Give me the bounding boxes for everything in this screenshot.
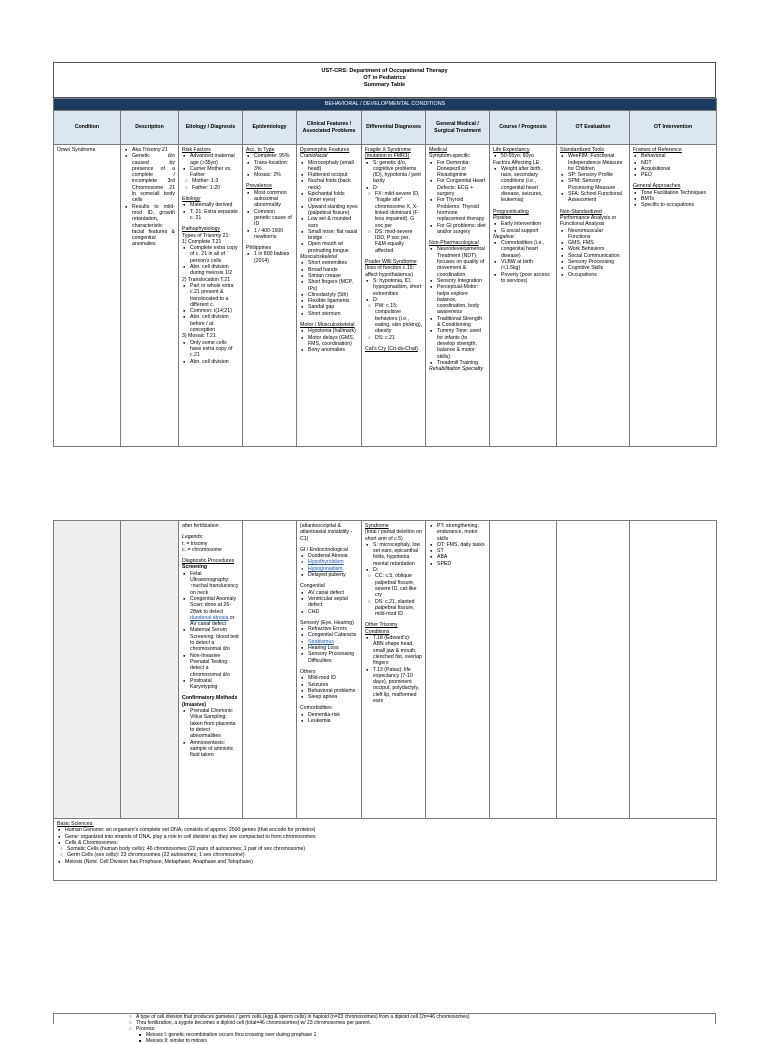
- list-item: ● Behavioral problems: [308, 688, 358, 694]
- list-item: ● Poverty (poor access to services): [501, 272, 553, 285]
- list-item: ○ PW: c.15; compulsive behaviors (i.e., eating, skin picking), obesity: [375, 303, 422, 334]
- list-item: ● D:: [373, 567, 422, 573]
- col-header-medical-treatment: General Medical / Surgical Treatment: [426, 111, 490, 145]
- cell-medical-continued: [426, 521, 490, 819]
- list-item: ● Occupations: [568, 272, 626, 278]
- list-item: ● GMS, FMS: [568, 240, 626, 246]
- list-item: ● Only some cells have extra copy of c.21: [190, 340, 239, 359]
- subheading: Motor / Musculoskeletal: [300, 322, 355, 329]
- subheading: Life Expectancy: [493, 147, 530, 153]
- cell-etiology-continued: [179, 521, 243, 819]
- subheading: Prevalence: [246, 183, 272, 190]
- list-item: ● Meiosis (Note: Cell Division has Prophase, Metaphase, Anaphase and Telophase): [65, 859, 713, 865]
- list-item: ○ Thru fertilization, a zygote becomes a diploid cell (total=46 chromosomes) w/ 23 chromosomes per parent.: [136, 1020, 715, 1026]
- list-item: ● Motor delays (GMS, FMS, coordination): [308, 335, 358, 348]
- list-item: ○ DS: c.21, slanted palpebral fissure, mild-mod ID: [375, 599, 422, 618]
- subheading: Non-Standardized: [560, 208, 602, 215]
- subheading: Congenital: [300, 583, 325, 590]
- text: t. = trisomy: [182, 540, 208, 547]
- list-item: ● Sensory Processing Difficulties: [308, 651, 358, 664]
- list-item: ○ Somatic Cells (human body cells): 46 chromosomes (22 pairs of autosomes; 1 pair of sex chromosome): [67, 846, 713, 852]
- list-item: ● VLBW at birth (<1.5kg): [501, 259, 553, 272]
- list-item: ● T.13 (Patau): life expectancy (7-10 days), prominent occiput, polydactyly, cleft lip, malformed ears: [373, 667, 422, 705]
- list-item: ● Abn. cell division: [190, 359, 239, 365]
- list-item: ● Common: t(14;21): [190, 308, 239, 314]
- page-3-continuation: [53, 1013, 716, 1044]
- list-item: ● Behavioral: [641, 153, 713, 159]
- cell-clinical-continued: [297, 521, 362, 819]
- cell-description: [121, 145, 179, 447]
- subheading: Non-Pharmacological: [429, 240, 479, 247]
- list-item: ● Upward slanting eyes (palpebral fissure): [308, 204, 358, 217]
- list-item: ● Results to mild-mod ID, growth retardation, characteristic facial features & congenital anomalies: [132, 204, 175, 248]
- cell-medical-treatment: [426, 145, 490, 447]
- list-item: ● Sleep apnea: [308, 694, 358, 700]
- subheading: General Approaches: [633, 183, 681, 190]
- list-item: ● Seizures: [308, 682, 358, 688]
- list-item: ● Flattened occiput: [308, 172, 358, 178]
- list-item: ● Prenatal Chorionic Villus Sampling: taken from placenta to detect abnormalities: [190, 708, 239, 739]
- list-item: ○ Germ Cells (sex cells): 23 chromosomes (22 autosomes; 1 sex chromosome): [67, 852, 713, 858]
- list-item: ● Comorbidities (i.e., congenital heart disease): [501, 240, 553, 259]
- list-item: ● Maternally derived: [190, 202, 239, 208]
- summary-table-part-2: [53, 520, 717, 881]
- subheading: Rehabilitation Specialty: [429, 366, 483, 373]
- text: Congenital Anomaly Scan: done at 26-28wk to detect: [190, 595, 237, 615]
- col-header-epidemiology: Epidemiology: [243, 111, 297, 145]
- list-item: ● Tone Facilitation Techniques: [641, 190, 713, 196]
- cell-clinical-features: [297, 145, 362, 447]
- document-title-block: [53, 62, 716, 98]
- list-item: ● Refractive Errors: [308, 626, 358, 632]
- subheading: Comorbidities: [300, 705, 332, 712]
- list-item: ● Short extremities: [308, 260, 358, 266]
- subheading: Medical: [429, 147, 447, 153]
- subheading: Screening: [182, 564, 208, 571]
- col-header-course-prognosis: Course / Prognosis: [490, 111, 557, 145]
- list-item: ● Early intervention: [501, 221, 553, 227]
- list-item: ● Most common autosomal abnormality: [254, 190, 293, 209]
- subheading: Fragile X Syndrome (mutation in FMR1): [365, 147, 411, 160]
- list-item: ● Advanced maternal age (>35yo): [190, 153, 239, 166]
- col-header-clinical-features: Clinical Features / Associated Problems: [297, 111, 362, 145]
- subheading: Philippines: [246, 245, 272, 252]
- subheading: Positive: [493, 214, 512, 221]
- list-item: ● 1 / 400-1500 newborns: [254, 228, 293, 241]
- list-item: ● 50-55yo; 60yo: [501, 153, 553, 159]
- list-item: ● G social support: [501, 228, 553, 234]
- list-item: ● Sensory Processing: [568, 259, 626, 265]
- list-item: ■ Meiosis I: genetic recombination occurs thru crossing over during prophase 1: [146, 1032, 715, 1038]
- list-item: ● Sensory Integration: [437, 278, 486, 284]
- list-item: ● 1 in 800 babies (2014): [254, 251, 293, 264]
- subheading: Frames of Reference: [633, 147, 682, 153]
- list-item: ● CHD: [308, 609, 358, 615]
- list-item: ● Genetic d/o caused by presence of a complete / incomplete 3rd Chromosome 21 in some/all body cells: [132, 153, 175, 203]
- subheading: Craniofacial: [300, 153, 328, 160]
- list-item: ● Delayed puberty: [308, 572, 358, 578]
- column-header-row: [54, 111, 717, 145]
- summary-table-part-1: [53, 98, 717, 447]
- list-item: ● WeeFIM: Functional Independence Measure for Children: [568, 153, 626, 172]
- table-row-down-syndrome: [54, 145, 717, 447]
- subheading: Cat's Cry (Cri-du-Chat): [365, 345, 418, 352]
- list-item: ● Gene: organized into strands of DNA, play a role in cell division as they are compacted to form chromosomes: [65, 834, 713, 840]
- strabismus-link[interactable]: ● Strabismus: [308, 639, 358, 645]
- cell-condition-empty: [54, 521, 121, 819]
- list-item: ○ Father: 1:20: [192, 185, 239, 191]
- text: or AV canal defect: [190, 614, 235, 628]
- list-item: ● SFA: School Functional Assessment: [568, 191, 626, 204]
- list-item: ● Mosaic: 2%: [254, 172, 293, 178]
- list-item: ● Short fingers (MCP, IPs): [308, 279, 358, 292]
- duodenal-atresia-link[interactable]: duodenal atresia: [190, 614, 229, 621]
- list-item: ● Non-Invasive Prenatal Testing: detect a chromosomal d/o: [190, 653, 239, 678]
- list-item: ● Clinodactyly (5th): [308, 292, 358, 298]
- list-item: ● Acquisitional: [641, 166, 713, 172]
- list-item: ● NDT: [641, 160, 713, 166]
- subheading: GI / Endocrinological: [300, 546, 348, 553]
- col-header-etiology: Etiology / Diagnosis: [179, 111, 243, 145]
- list-item: ○ DS: c.21: [375, 335, 422, 341]
- list-item: ● SP: Sensory Profile: [568, 172, 626, 178]
- list-item: [190, 596, 239, 627]
- text: Performance Analysis or Functional Analysis: [560, 214, 617, 228]
- list-item: ● Tummy Time: used for infants (to develop strength, balance & motor skills): [437, 328, 486, 359]
- text: 3) Mosaic T.21: [182, 333, 216, 340]
- cell-intervention-empty: [630, 521, 717, 819]
- col-header-condition: Condition: [54, 111, 121, 145]
- list-item: ● ABA: [437, 554, 486, 560]
- cell-etiology: [179, 145, 243, 447]
- list-item: ● D:: [373, 185, 422, 191]
- list-item: ● Duodenal Atresia: [308, 553, 358, 559]
- text: Symptom-specific: [429, 153, 470, 160]
- course-title: OT in Pediatrics: [363, 75, 406, 81]
- subheading: Dysmorphic Features: [300, 147, 350, 153]
- col-header-ot-intervention: OT Intervention: [630, 111, 717, 145]
- summary-title: Summary Table: [363, 82, 406, 88]
- cell-ot-evaluation: [557, 145, 630, 447]
- subheading: Etiology: [182, 196, 201, 203]
- subheading: Sensory (Eye, Hearing): [300, 619, 354, 626]
- list-item: ● Amniocentesis: sample of amniotic fluid taken: [190, 740, 239, 759]
- list-item: ● Leukemia: [308, 718, 358, 724]
- list-item: ● AV canal defect: [308, 590, 358, 596]
- list-item: ● Human Genome: an organism's complete set DNA, consists of approx. 2500 genes (that encode for proteins): [65, 827, 713, 833]
- list-item: ● SPM: Sensory Processing Measure: [568, 178, 626, 191]
- list-item: ● For Thyroid Problems: Thyroid hormone replacement therapy: [437, 197, 486, 222]
- list-item: ● Short sternum: [308, 311, 358, 317]
- subheading: Acc. to Type: [246, 147, 275, 153]
- cell-epidemiology: [243, 145, 297, 447]
- list-item: ● For GI problems: diet and/or surgery: [437, 223, 486, 236]
- list-item: ● T. 21: Extra separate c. 21: [190, 209, 239, 222]
- list-item: ● For Dementia: Donepezil or Rivastigmine: [437, 160, 486, 179]
- subheading: Prognosticating: [493, 208, 529, 215]
- list-item: ● Congenital Cataracts: [308, 632, 358, 638]
- list-item: ● Treadmill Training: [437, 360, 486, 366]
- text: (atlantooccipital & atlantoaxial instability - C1): [300, 523, 353, 542]
- cell-course-prognosis: [490, 145, 557, 447]
- cell-description-empty: [121, 521, 179, 819]
- list-item: ● Work Behaviors: [568, 246, 626, 252]
- text: Factors Affecting LE:: [493, 159, 541, 166]
- basic-sciences-cell: [54, 819, 717, 881]
- list-item: ● Epichantal folds (inner eyes): [308, 191, 358, 204]
- text: 2) Translocation T.21: [182, 276, 231, 283]
- subheading: Other Trisomy Conditions: [365, 622, 398, 635]
- col-header-differential: Differential Diagnoses: [362, 111, 426, 145]
- subheading: Confirmatory Methods (Invasive): [182, 695, 238, 708]
- list-item: ● S: genetic d/o, cognitive problems (ID), hypotonia / joint laxity: [373, 160, 422, 185]
- list-item: ● Complete: 95%: [254, 153, 293, 159]
- list-item: ● Sandal gap: [308, 304, 358, 310]
- cell-differential-continued: [362, 521, 426, 819]
- list-item: ● Microcephaly (small head): [308, 160, 358, 173]
- subheading: Others: [300, 668, 316, 675]
- col-header-ot-evaluation: OT Evaluation: [557, 111, 630, 145]
- cell-condition: Down Syndrome: [54, 145, 121, 447]
- list-item: ● Flexible ligaments: [308, 298, 358, 304]
- list-item: ● SPED: [437, 561, 486, 567]
- col-header-description: Description: [121, 111, 179, 145]
- subheading: Syndrome: [365, 523, 389, 529]
- list-item: ● PEO: [641, 172, 713, 178]
- subheading: Diagnostic Procedures: [182, 558, 235, 565]
- list-item: ● Low set & rounded ears: [308, 216, 358, 229]
- list-item: ○ FX: mild-severe ID, "fragile site" chromosome X, X-linked dominant (F less impaired), G soc per: [375, 191, 422, 229]
- basic-sciences-row: [54, 819, 717, 881]
- table-row-continued: [54, 521, 717, 819]
- list-item: ● Neuromuscular Functions: [568, 228, 626, 241]
- list-item: ● Mild-mod ID: [308, 675, 358, 681]
- list-item: ● Small nose; flat nasal bridge: [308, 229, 358, 242]
- list-item: ● Social Communication: [568, 253, 626, 259]
- list-item: ● Aka Trisomy 21: [132, 147, 175, 153]
- hypothyroidism-link[interactable]: ● Hypothyroidism: [308, 559, 358, 565]
- text: c. = chromosome: [182, 546, 222, 553]
- list-item: ● S: hypotonia, ID, hypogonadism, short extremities: [373, 278, 422, 297]
- list-item: ● Abn. cell division during meiosis 1/2: [190, 264, 239, 277]
- subheading: Risk Factors: [182, 147, 211, 153]
- list-item: ○ A type of cell division that produces gametes / germ cells (egg & sperm cells) in haploid (n=23 chromosomes) from a diploid cell (2n=46 chromosomes): [136, 1014, 715, 1020]
- list-item: ● BMTs: [641, 196, 713, 202]
- list-item: ● Part or whole extra c.21 present & translocated to a different c.: [190, 283, 239, 308]
- list-item: ● Nuchal folds (back neck): [308, 178, 358, 191]
- list-item: ● Trans-location: 3%: [254, 160, 293, 173]
- list-item: ● Carrier Mother vs. Father: [190, 166, 239, 179]
- list-item: ● Open mouth w/ protruding tongue: [308, 241, 358, 254]
- subheading: Legends:: [182, 534, 204, 541]
- list-item: ○ CC: c.5, oblique palpebral fissure, severe ID, cat-like cry: [375, 573, 422, 598]
- subheading: Standardized Tools: [560, 147, 605, 153]
- cell-course-empty: [490, 521, 557, 819]
- list-item: ● D:: [373, 297, 422, 303]
- list-item: ● Cognitive Skills: [568, 265, 626, 271]
- list-item: ● Fetal Ultrasonography: ↑nuchal translucency on neck: [190, 571, 239, 596]
- list-item: ● Hypotonia (hallmark): [308, 328, 358, 334]
- text: Types of Trisomy 21:: [182, 232, 230, 239]
- list-item: ○ DS: mod-severe IDD, P soc per, F&M equally affected: [375, 229, 422, 254]
- list-item: ● Postnatal Karyotyping: [190, 678, 239, 691]
- list-item: ● Simian crease: [308, 273, 358, 279]
- cell-evaluation-empty: [557, 521, 630, 819]
- hypogonadism-link[interactable]: ● Hypogonadism: [308, 566, 358, 572]
- text: (loss of function c.15; affect hypothalamus): [365, 265, 415, 278]
- list-item: ● Specific to occupations: [641, 202, 713, 208]
- section-banner: BEHAVIORAL / DEVELOPMENTAL CONDITIONS: [54, 99, 717, 111]
- list-item: ● Abn. cell division before / at conception: [190, 314, 239, 333]
- text: (total / partial deletion on short arm of c.5): [365, 529, 422, 542]
- list-item: ● For Congenital Heart Defects: ECG + surgery: [437, 178, 486, 197]
- cell-ot-intervention: [630, 145, 717, 447]
- list-item: ● T.18 (Edward's): ABN shape head, small jaw & mouth, clenched fist, overlap fingers: [373, 635, 422, 666]
- list-item: ● Common genetic cause of ID: [254, 209, 293, 228]
- list-item: ● Neurodevelopmental Treatment (NDT): focuses on quality of movement & coordination: [437, 246, 486, 277]
- list-item: ● Hearing Loss: [308, 645, 358, 651]
- subheading: Musculoskeletal: [300, 254, 337, 261]
- list-item: ● PT: strengthening, endurance, motor skills: [437, 523, 486, 542]
- list-item: ○ Mother: 1:3: [192, 178, 239, 184]
- list-item: ● Broad hands: [308, 267, 358, 273]
- list-item: ● Bony anomalies: [308, 347, 358, 353]
- subheading: Pathophysiology: [182, 226, 221, 233]
- subheading: Prader Willi Syndrome: [365, 259, 417, 266]
- list-item: ■ Meiosis II: similar to mitosis: [146, 1038, 715, 1044]
- list-item: ● Dementia-risk: [308, 712, 358, 718]
- list-item: ○ Process:: [136, 1026, 715, 1032]
- cell-epidemiology-empty: [243, 521, 297, 819]
- subheading: Basic Sciences:: [57, 821, 94, 827]
- subheading: Negative:: [493, 233, 515, 240]
- text: 1) Complete T.21: [182, 238, 222, 245]
- list-item: ● Perceptual-Motor: helps explore balance, coordination, body awareness: [437, 284, 486, 315]
- list-item: ● Maternal Serum Screening: blood test to detect a chromosomal d/o: [190, 627, 239, 652]
- cell-differential: [362, 145, 426, 447]
- department-title: UST-CRS: Department of Occupational Therapy: [321, 68, 448, 74]
- list-item: ● Ventricular septal defect: [308, 596, 358, 609]
- list-item: ● OT: FMS, daily tasks: [437, 542, 486, 548]
- list-item: ● ST: [437, 548, 486, 554]
- list-item: ● Cells & Chromosomes:: [65, 840, 713, 846]
- list-item: ● Weight after birth, race, secondary conditions (i.e., congenital heart disease, seizures, leukemia): [501, 166, 553, 204]
- text: after fertilization: [182, 523, 219, 529]
- list-item: ● S: microcephaly, low set ears, epicanthal folds, hypotonia mental retardation: [373, 542, 422, 567]
- list-item: ● Traditional Strength & Conditioning: [437, 316, 486, 329]
- list-item: ● Complete extra copy of c. 21 in all of person's cells: [190, 245, 239, 264]
